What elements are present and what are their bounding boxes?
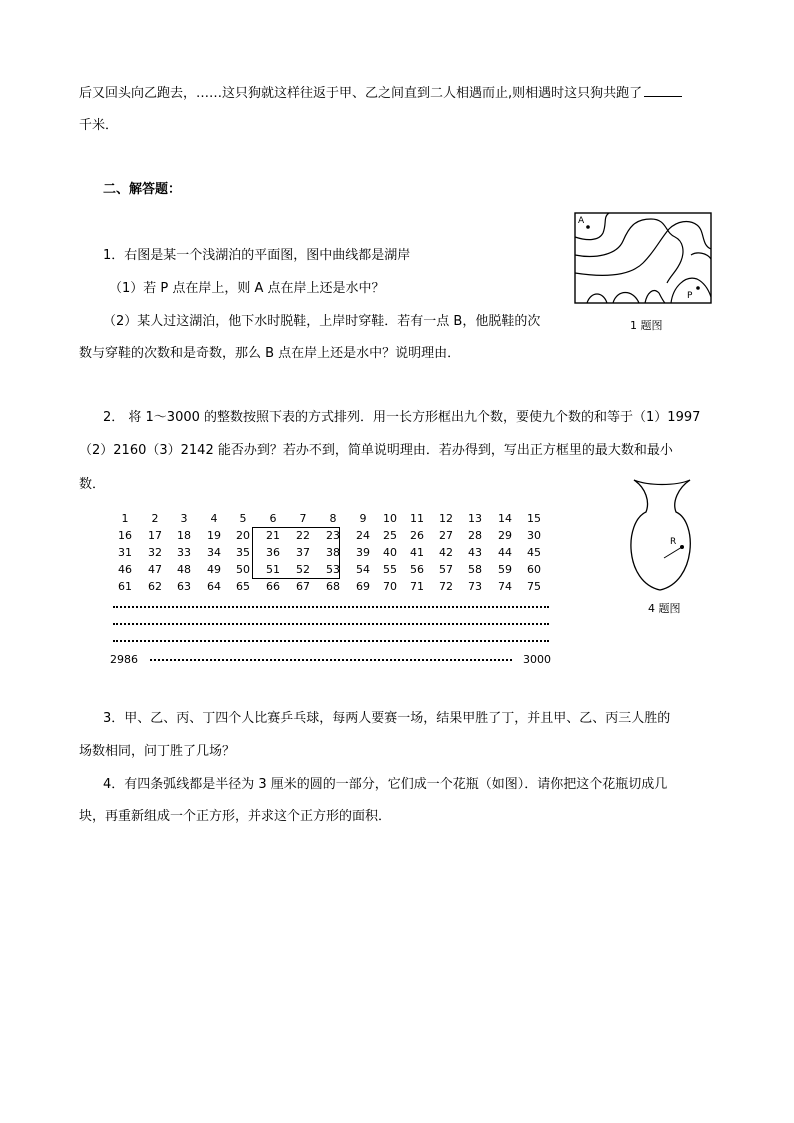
- table-cell: 11: [410, 512, 424, 525]
- table-cell: 43: [468, 546, 482, 559]
- ellipsis-row: [113, 606, 549, 610]
- q1-line-1: 1．右图是某一个浅湖泊的平面图，图中曲线都是湖岸: [103, 248, 411, 263]
- table-cell: 36: [266, 546, 280, 559]
- table-cell: 54: [356, 563, 370, 576]
- table-cell: 30: [527, 529, 541, 542]
- table-row: [110, 511, 550, 527]
- intro-text-1: 后又回头向乙跑去，……这只狗就这样往返于甲、乙之间直到二人相遇而止,则相遇时这只狗共跑了: [79, 86, 643, 101]
- table-cell: 13: [468, 512, 482, 525]
- table-cell: 31: [118, 546, 132, 559]
- table-cell: 71: [410, 580, 424, 593]
- table-cell: 53: [326, 563, 340, 576]
- table-cell: 25: [383, 529, 397, 542]
- nine-number-frame[interactable]: [252, 527, 340, 579]
- table-cell: 60: [527, 563, 541, 576]
- table-cell: 73: [468, 580, 482, 593]
- table-cell: 41: [410, 546, 424, 559]
- table-cell: 64: [207, 580, 221, 593]
- table-cell: 46: [118, 563, 132, 576]
- table-cell: 52: [296, 563, 310, 576]
- table-cell: 2: [151, 512, 159, 525]
- ellipsis-row: [113, 640, 549, 644]
- table-cell: 59: [498, 563, 512, 576]
- table-cell: 15: [527, 512, 541, 525]
- table-cell: 6: [269, 512, 277, 525]
- label-p: P: [687, 291, 693, 301]
- figure-4-caption: 4 题图: [648, 602, 681, 615]
- figure-1-caption: 1 题图: [630, 319, 663, 332]
- q1-line-2: （1）若 P 点在岸上，则 A 点在岸上还是水中？: [109, 281, 385, 296]
- lake-frame: [575, 213, 711, 303]
- table-cell: 69: [356, 580, 370, 593]
- section-title: 二、解答题：: [103, 182, 182, 197]
- table-cell: 19: [207, 529, 221, 542]
- last-row-end: 3000: [523, 653, 551, 666]
- label-a: A: [578, 216, 585, 226]
- table-cell: 5: [239, 512, 247, 525]
- table-cell: 55: [383, 563, 397, 576]
- q4-line-1: 4．有四条弧线都是半径为 3 厘米的圆的一部分，它们成一个花瓶（如图）．请你把这个花瓶切成几: [103, 777, 668, 792]
- table-cell: 57: [439, 563, 453, 576]
- table-cell: 48: [177, 563, 191, 576]
- q1-line-4: 数与穿鞋的次数和是奇数，那么 B 点在岸上还是水中？说明理由．: [79, 346, 461, 361]
- q3-line-1: 3．甲、乙、丙、丁四个人比赛乒乓球，每两人要赛一场，结果甲胜了丁，并且甲、乙、丙三人胜的: [103, 711, 671, 726]
- table-cell: 51: [266, 563, 280, 576]
- table-cell: 12: [439, 512, 453, 525]
- table-cell: 39: [356, 546, 370, 559]
- q2-line-2: （2）2160（3）2142 能否办到？若办不到，简单说明理由．若办得到，写出正方框里的最大数和最小: [79, 443, 673, 458]
- table-cell: 67: [296, 580, 310, 593]
- table-cell: 44: [498, 546, 512, 559]
- table-cell: 38: [326, 546, 340, 559]
- q2-line-1: 2． 将 1～3000 的整数按照下表的方式排列．用一长方形框出九个数，要使九个数的和等于（1）1997: [103, 410, 701, 425]
- table-cell: 42: [439, 546, 453, 559]
- table-cell: 23: [326, 529, 340, 542]
- table-cell: 58: [468, 563, 482, 576]
- table-cell: 70: [383, 580, 397, 593]
- table-cell: 68: [326, 580, 340, 593]
- radius-line: [664, 547, 682, 558]
- table-cell: 37: [296, 546, 310, 559]
- table-cell: 9: [359, 512, 367, 525]
- vase-rim: [634, 480, 690, 485]
- table-cell: 16: [118, 529, 132, 542]
- q2-line-3: 数．: [79, 477, 106, 492]
- table-cell: 75: [527, 580, 541, 593]
- table-cell: 20: [236, 529, 250, 542]
- table-cell: 56: [410, 563, 424, 576]
- table-cell: 10: [383, 512, 397, 525]
- point-p: [696, 286, 700, 290]
- last-row: [110, 652, 550, 668]
- vase-figure: [620, 478, 704, 594]
- table-cell: 29: [498, 529, 512, 542]
- point-a: [586, 225, 590, 229]
- intro-line-1: [79, 84, 682, 103]
- table-row: [110, 579, 550, 595]
- table-cell: 4: [210, 512, 218, 525]
- table-cell: 34: [207, 546, 221, 559]
- table-cell: 22: [296, 529, 310, 542]
- table-cell: 8: [329, 512, 337, 525]
- q4-line-2: 块，再重新组成一个正方形，并求这个正方形的面积．: [79, 809, 392, 824]
- table-cell: 72: [439, 580, 453, 593]
- table-cell: 50: [236, 563, 250, 576]
- table-cell: 66: [266, 580, 280, 593]
- table-cell: 32: [148, 546, 162, 559]
- intro-line-2: 千米．: [79, 118, 119, 133]
- ellipsis-row: [113, 623, 549, 627]
- table-cell: 1: [121, 512, 129, 525]
- table-cell: 28: [468, 529, 482, 542]
- table-cell: 21: [266, 529, 280, 542]
- table-cell: 65: [236, 580, 250, 593]
- table-cell: 18: [177, 529, 191, 542]
- table-cell: 74: [498, 580, 512, 593]
- table-cell: 33: [177, 546, 191, 559]
- last-row-start: 2986: [110, 653, 138, 666]
- table-cell: 17: [148, 529, 162, 542]
- table-cell: 3: [180, 512, 188, 525]
- table-cell: 47: [148, 563, 162, 576]
- q3-line-2: 场数相同，问丁胜了几场？: [79, 744, 236, 759]
- lake-map-figure: [573, 211, 713, 305]
- table-cell: 24: [356, 529, 370, 542]
- table-cell: 49: [207, 563, 221, 576]
- table-cell: 40: [383, 546, 397, 559]
- table-cell: 7: [299, 512, 307, 525]
- table-cell: 26: [410, 529, 424, 542]
- q1-line-3: （2）某人过这湖泊，他下水时脱鞋，上岸时穿鞋．若有一点 B，他脱鞋的次: [103, 314, 541, 329]
- label-r: R: [670, 537, 677, 547]
- ellipsis-row: [150, 659, 512, 663]
- table-cell: 14: [498, 512, 512, 525]
- answer-blank[interactable]: [644, 84, 682, 97]
- table-cell: 63: [177, 580, 191, 593]
- table-cell: 61: [118, 580, 132, 593]
- vase-outline: [631, 480, 690, 590]
- table-cell: 35: [236, 546, 250, 559]
- table-cell: 45: [527, 546, 541, 559]
- table-cell: 62: [148, 580, 162, 593]
- table-cell: 27: [439, 529, 453, 542]
